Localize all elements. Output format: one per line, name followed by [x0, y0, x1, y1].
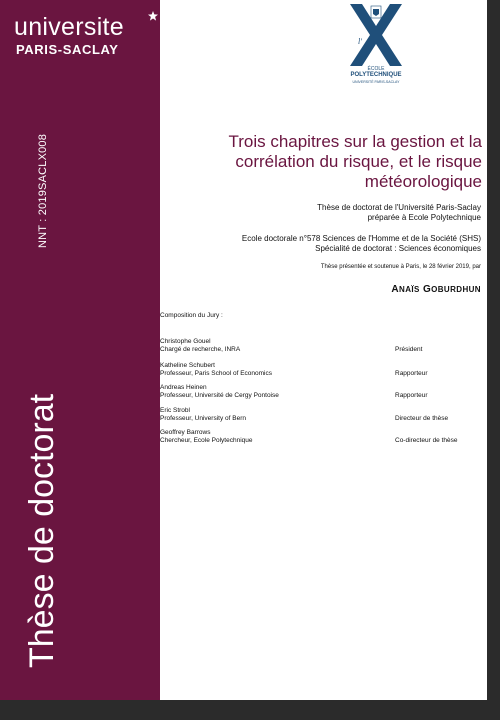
thesis-info-block-1 [317, 203, 481, 223]
logo-line-universite: UNIVERSITÉ PARIS-SACLAY [352, 80, 400, 84]
thesis-info-line-2: préparée à Ecole Polytechnique [367, 213, 481, 222]
jury-member-role: Rapporteur [395, 392, 428, 399]
jury-member-affiliation: Professeur, University of Bern [160, 415, 246, 422]
logo-line-polytechnique: POLYTECHNIQUE [350, 72, 402, 78]
author-name [391, 284, 481, 295]
jury-member-affiliation: Professeur, Paris School of Economics [160, 370, 272, 377]
sidebar-band [0, 0, 160, 700]
author-first-name: ANAÏS [391, 284, 420, 295]
thesis-info-line-1: Thèse de doctorat de l'Université Paris-Saclay [317, 203, 481, 212]
jury-member [160, 384, 487, 406]
university-logo [14, 14, 156, 62]
logo-line-ecole: ÉCOLE [367, 66, 385, 72]
jury-member-role: Président [395, 346, 423, 353]
jury-member-name: Geoffrey Barrows [160, 429, 211, 436]
author-last-name: GOBURDHUN [422, 284, 481, 295]
thesis-info-line-3: Ecole doctorale n°578 Sciences de l'Homme et de la Société (SHS) [241, 234, 481, 243]
jury-member [160, 429, 487, 451]
jury-member [160, 407, 487, 429]
jury-member-role: Co-directeur de thèse [395, 437, 458, 444]
defense-info: Thèse présentée et soutenue à Paris, le 28 février 2019, par [320, 264, 481, 270]
ecole-polytechnique-logo [340, 4, 412, 88]
jury-member-name: Katheline Schubert [160, 362, 215, 369]
star-icon [148, 11, 158, 21]
nnt-number: NNT : 2019SACLX008 [37, 133, 49, 248]
jury-member-affiliation: Chargé de recherche, INRA [160, 346, 241, 353]
university-name: universite [14, 13, 124, 41]
thesis-title: Trois chapitres sur la gestion et la corrélation du risque, et le risque météorologique [228, 132, 482, 191]
jury-member-name: Eric Strobl [160, 407, 190, 414]
jury-member-affiliation: Professeur, Université de Cergy Pontoise [160, 392, 279, 399]
jury-member [160, 338, 487, 360]
jury-member-affiliation: Chercheur, Ecole Polytechnique [160, 437, 253, 444]
jury-member [160, 362, 487, 384]
jury-member-role: Rapporteur [395, 370, 428, 377]
jury-member-name: Andreas Heinen [160, 384, 207, 391]
jury-member-role: Directeur de thèse [395, 415, 449, 422]
university-subtitle: PARIS-SACLAY [16, 42, 119, 57]
jury-label: Composition du Jury : [160, 312, 223, 319]
svg-text:l': l' [358, 37, 362, 46]
thesis-info-block-2 [242, 234, 481, 254]
x-crest-icon [340, 4, 412, 66]
jury-member-name: Christophe Gouel [160, 338, 211, 345]
thesis-info-line-4: Spécialité de doctorat : Sciences économiques [315, 244, 481, 253]
thesis-vertical-label: Thèse de doctorat [23, 393, 61, 668]
